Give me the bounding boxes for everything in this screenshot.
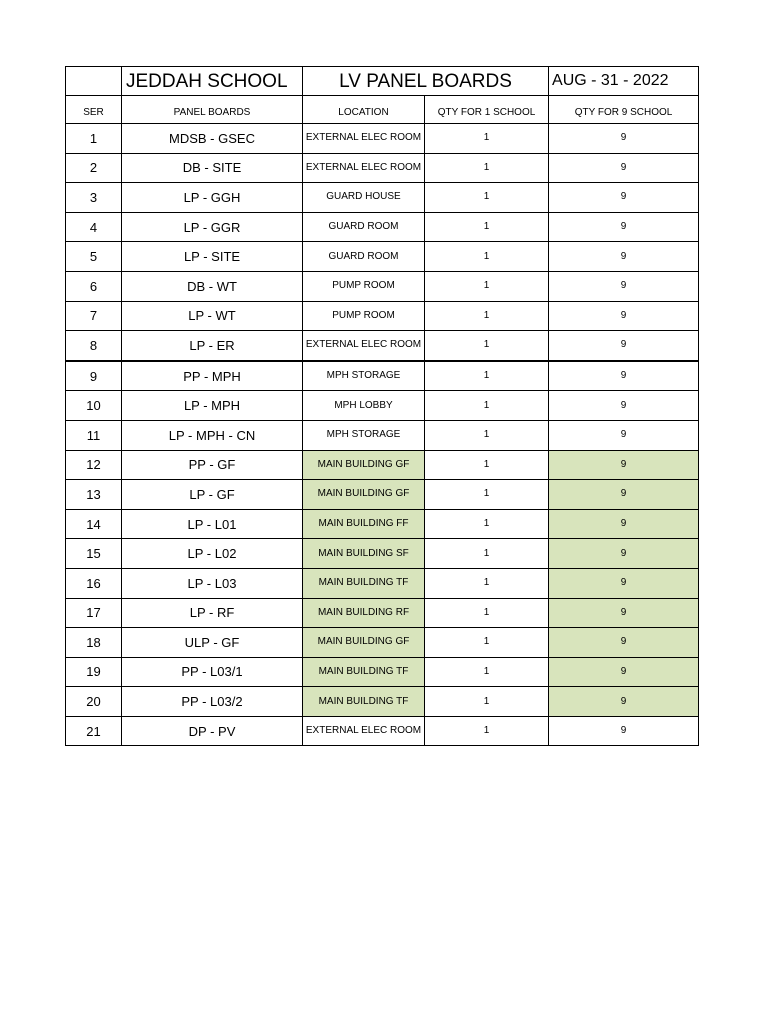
location-cell: EXTERNAL ELEC ROOM (303, 153, 425, 183)
qty-9-school-cell: 9 (549, 539, 699, 569)
qty-1-school-cell: 1 (425, 687, 549, 717)
panel-board-cell: PP - GF (122, 450, 303, 480)
ser-cell: 7 (66, 301, 122, 331)
qty-1-school-cell: 1 (425, 509, 549, 539)
table-row (66, 628, 699, 658)
panel-board-cell: LP - GF (122, 480, 303, 510)
qty-1-school-cell: 1 (425, 242, 549, 272)
qty-9-school-cell: 9 (549, 391, 699, 421)
ser-cell: 11 (66, 420, 122, 450)
qty-9-school-cell: 9 (549, 716, 699, 746)
ser-cell: 13 (66, 480, 122, 510)
location-cell: MAIN BUILDING RF (303, 598, 425, 628)
panel-board-cell: DB - SITE (122, 153, 303, 183)
qty-1-school-cell: 1 (425, 657, 549, 687)
table-row (66, 657, 699, 687)
table-row (66, 124, 699, 154)
panel-board-cell: PP - L03/2 (122, 687, 303, 717)
panel-board-cell: LP - ER (122, 331, 303, 361)
location-cell: MAIN BUILDING GF (303, 628, 425, 658)
panel-board-cell: LP - L01 (122, 509, 303, 539)
location-cell: MAIN BUILDING TF (303, 657, 425, 687)
ser-cell: 12 (66, 450, 122, 480)
qty-9-school-cell: 9 (549, 598, 699, 628)
qty-1-school-cell: 1 (425, 450, 549, 480)
header-location: LOCATION (303, 96, 425, 124)
qty-9-school-cell: 9 (549, 271, 699, 301)
qty-9-school-cell: 9 (549, 480, 699, 510)
qty-1-school-cell: 1 (425, 539, 549, 569)
location-cell: MAIN BUILDING FF (303, 509, 425, 539)
location-cell: MAIN BUILDING GF (303, 480, 425, 510)
qty-1-school-cell: 1 (425, 480, 549, 510)
table-row (66, 153, 699, 183)
header-row (66, 96, 699, 124)
qty-1-school-cell: 1 (425, 420, 549, 450)
location-cell: MAIN BUILDING GF (303, 450, 425, 480)
header-ser: SER (66, 96, 122, 124)
ser-cell: 8 (66, 331, 122, 361)
qty-1-school-cell: 1 (425, 331, 549, 361)
panel-board-cell: ULP - GF (122, 628, 303, 658)
panel-board-cell: LP - WT (122, 301, 303, 331)
qty-9-school-cell: 9 (549, 420, 699, 450)
header-panel-boards: PANEL BOARDS (122, 96, 303, 124)
location-cell: MAIN BUILDING TF (303, 568, 425, 598)
qty-9-school-cell: 9 (549, 361, 699, 391)
location-cell: EXTERNAL ELEC ROOM (303, 124, 425, 154)
table-row (66, 509, 699, 539)
ser-cell: 6 (66, 271, 122, 301)
school-title: JEDDAH SCHOOL (122, 67, 303, 96)
table-row (66, 420, 699, 450)
location-cell: MPH LOBBY (303, 391, 425, 421)
qty-1-school-cell: 1 (425, 598, 549, 628)
qty-1-school-cell: 1 (425, 271, 549, 301)
table-row (66, 687, 699, 717)
location-cell: MAIN BUILDING TF (303, 687, 425, 717)
table-row (66, 331, 699, 361)
ser-cell: 10 (66, 391, 122, 421)
panel-board-cell: LP - RF (122, 598, 303, 628)
ser-cell: 4 (66, 212, 122, 242)
qty-9-school-cell: 9 (549, 568, 699, 598)
qty-9-school-cell: 9 (549, 450, 699, 480)
location-cell: GUARD ROOM (303, 212, 425, 242)
qty-1-school-cell: 1 (425, 568, 549, 598)
title-row (66, 67, 699, 96)
panel-board-cell: PP - MPH (122, 361, 303, 391)
qty-1-school-cell: 1 (425, 628, 549, 658)
location-cell: MAIN BUILDING SF (303, 539, 425, 569)
qty-1-school-cell: 1 (425, 153, 549, 183)
panel-board-cell: PP - L03/1 (122, 657, 303, 687)
panel-board-cell: MDSB - GSEC (122, 124, 303, 154)
qty-1-school-cell: 1 (425, 716, 549, 746)
qty-9-school-cell: 9 (549, 331, 699, 361)
table-row (66, 242, 699, 272)
table-row (66, 391, 699, 421)
table-row (66, 598, 699, 628)
panel-boards-table (65, 66, 699, 746)
panel-board-cell: LP - L03 (122, 568, 303, 598)
location-cell: GUARD HOUSE (303, 183, 425, 213)
header-qty-1-school: QTY FOR 1 SCHOOL (425, 96, 549, 124)
table-row (66, 539, 699, 569)
subject-title: LV PANEL BOARDS (303, 67, 549, 96)
panel-board-cell: DP - PV (122, 716, 303, 746)
table-row (66, 183, 699, 213)
panel-board-cell: LP - GGH (122, 183, 303, 213)
ser-cell: 2 (66, 153, 122, 183)
panel-board-cell: LP - SITE (122, 242, 303, 272)
table-row (66, 212, 699, 242)
ser-cell: 16 (66, 568, 122, 598)
table-row (66, 301, 699, 331)
table-row (66, 716, 699, 746)
panel-board-cell: LP - L02 (122, 539, 303, 569)
ser-cell: 17 (66, 598, 122, 628)
qty-1-school-cell: 1 (425, 391, 549, 421)
qty-1-school-cell: 1 (425, 212, 549, 242)
qty-9-school-cell: 9 (549, 183, 699, 213)
qty-1-school-cell: 1 (425, 124, 549, 154)
ser-cell: 3 (66, 183, 122, 213)
qty-9-school-cell: 9 (549, 242, 699, 272)
ser-cell: 19 (66, 657, 122, 687)
location-cell: EXTERNAL ELEC ROOM (303, 716, 425, 746)
ser-cell: 20 (66, 687, 122, 717)
ser-cell: 14 (66, 509, 122, 539)
table-row (66, 271, 699, 301)
location-cell: GUARD ROOM (303, 242, 425, 272)
qty-9-school-cell: 9 (549, 687, 699, 717)
panel-board-cell: LP - GGR (122, 212, 303, 242)
table-row (66, 361, 699, 391)
table-row (66, 480, 699, 510)
ser-cell: 21 (66, 716, 122, 746)
panel-board-cell: LP - MPH (122, 391, 303, 421)
qty-9-school-cell: 9 (549, 124, 699, 154)
location-cell: PUMP ROOM (303, 271, 425, 301)
panel-board-cell: LP - MPH - CN (122, 420, 303, 450)
qty-1-school-cell: 1 (425, 183, 549, 213)
qty-9-school-cell: 9 (549, 509, 699, 539)
qty-9-school-cell: 9 (549, 628, 699, 658)
qty-9-school-cell: 9 (549, 153, 699, 183)
location-cell: PUMP ROOM (303, 301, 425, 331)
ser-cell: 9 (66, 361, 122, 391)
table-row (66, 450, 699, 480)
ser-cell: 18 (66, 628, 122, 658)
location-cell: EXTERNAL ELEC ROOM (303, 331, 425, 361)
qty-9-school-cell: 9 (549, 212, 699, 242)
location-cell: MPH STORAGE (303, 420, 425, 450)
location-cell: MPH STORAGE (303, 361, 425, 391)
table-row (66, 568, 699, 598)
qty-9-school-cell: 9 (549, 657, 699, 687)
panel-board-cell: DB - WT (122, 271, 303, 301)
header-qty-9-school: QTY FOR 9 SCHOOL (549, 96, 699, 124)
ser-cell: 5 (66, 242, 122, 272)
qty-1-school-cell: 1 (425, 361, 549, 391)
qty-1-school-cell: 1 (425, 301, 549, 331)
ser-cell: 1 (66, 124, 122, 154)
title-blank-cell (66, 67, 122, 96)
ser-cell: 15 (66, 539, 122, 569)
qty-9-school-cell: 9 (549, 301, 699, 331)
date-title: AUG - 31 - 2022 (549, 67, 699, 96)
